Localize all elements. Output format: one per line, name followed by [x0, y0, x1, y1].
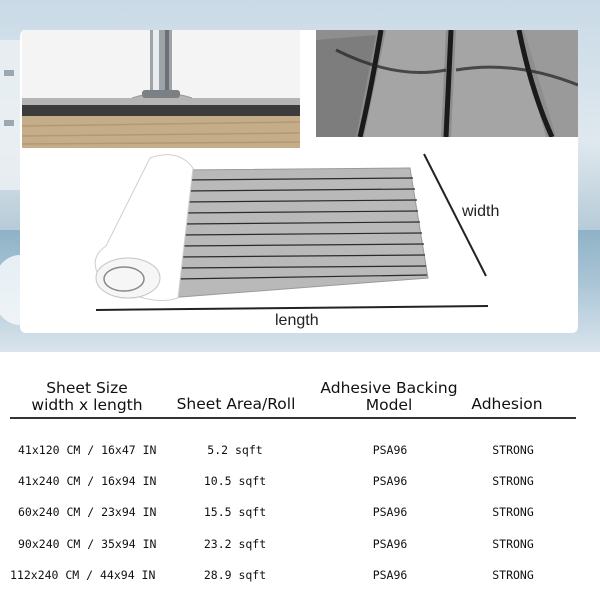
header-sheet-size-line2: width x length: [31, 396, 143, 414]
header-sheet-size: [14, 380, 160, 414]
header-adhesive-model-line1: Adhesive Backing: [320, 379, 458, 397]
cell-model: PSA96: [372, 568, 408, 582]
cell-area: 15.5 sqft: [203, 505, 267, 519]
cell-area: 5.2 sqft: [207, 443, 263, 457]
cell-size: 90x240 CM / 35x94 IN: [18, 537, 157, 551]
width-label: width: [462, 203, 500, 220]
header-sheet-size-line1: Sheet Size: [46, 379, 128, 397]
cell-adhesion: STRONG: [492, 443, 534, 457]
header-adhesive-model-line2: Model: [365, 396, 413, 414]
cell-model: PSA96: [372, 537, 408, 551]
cell-size: 41x120 CM / 16x47 IN: [18, 443, 157, 457]
header-rule: [10, 417, 576, 419]
cell-size: 41x240 CM / 16x94 IN: [18, 474, 157, 488]
cell-adhesion: STRONG: [492, 537, 534, 551]
length-label: length: [275, 312, 319, 329]
rolled-mat-illustration: [88, 148, 508, 318]
cell-model: PSA96: [372, 505, 408, 519]
cell-model: PSA96: [372, 443, 408, 457]
photo-deck-edge: [22, 30, 300, 148]
groove-closeup-illustration: [316, 30, 578, 137]
header-sheet-area: Sheet Area/Roll: [176, 395, 296, 413]
cell-adhesion: STRONG: [492, 568, 534, 582]
cell-adhesion: STRONG: [492, 505, 534, 519]
photo-groove-closeup: [316, 30, 578, 137]
deck-edge-illustration: [22, 30, 300, 148]
cell-model: PSA96: [372, 474, 408, 488]
cell-area: 23.2 sqft: [203, 537, 267, 551]
cell-size: 112x240 CM / 44x94 IN: [10, 568, 156, 582]
cell-area: 10.5 sqft: [203, 474, 267, 488]
cell-adhesion: STRONG: [492, 474, 534, 488]
header-adhesive-model: [318, 380, 460, 414]
cell-size: 60x240 CM / 23x94 IN: [18, 505, 157, 519]
cell-area: 28.9 sqft: [203, 568, 267, 582]
header-adhesion: Adhesion: [471, 395, 543, 413]
